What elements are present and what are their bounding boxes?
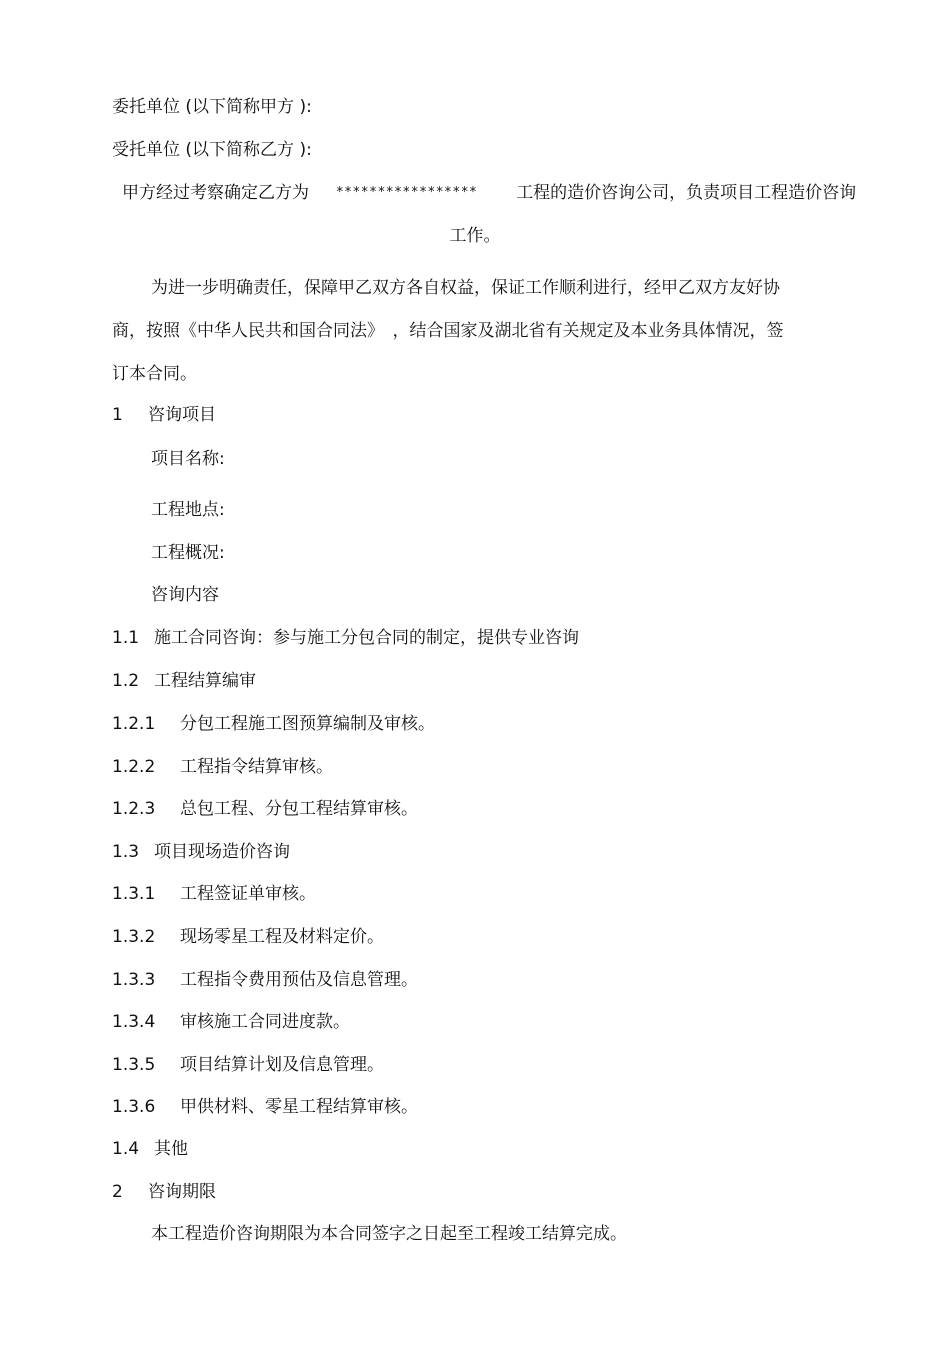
section-2-number: 2 [112, 1182, 123, 1202]
item-1-3-3 [112, 968, 418, 992]
item-1-3-text: 项目现场造价咨询 [154, 842, 290, 862]
section-2-heading [112, 1180, 216, 1204]
item-1-1 [112, 626, 579, 650]
item-1-3-6 [112, 1095, 418, 1119]
item-1-3-5-number: 1.3.5 [112, 1055, 156, 1075]
item-1-3-5-text: 项目结算计划及信息管理。 [180, 1055, 384, 1075]
item-1-2-3-number: 1.2.3 [112, 799, 156, 819]
item-1-2-text: 工程结算编审 [154, 671, 256, 691]
section-1-heading [112, 403, 216, 427]
item-1-2-2 [112, 755, 333, 779]
item-1-2-number: 1.2 [112, 671, 140, 691]
intro-line [122, 181, 856, 205]
purpose-line-1: 为进一步明确责任，保障甲乙双方各自权益，保证工作顺利进行，经甲乙双方友好协 [151, 278, 780, 298]
item-1-2-2-number: 1.2.2 [112, 757, 156, 777]
item-1-2-1-number: 1.2.1 [112, 714, 156, 734]
section-2-title: 咨询期限 [148, 1182, 216, 1202]
section-1-number: 1 [112, 405, 123, 425]
item-1-2-3 [112, 797, 418, 821]
item-1-1-number: 1.1 [112, 628, 140, 648]
purpose-line-3: 订本合同。 [112, 364, 197, 384]
item-1-3-2-text: 现场零星工程及材料定价。 [180, 927, 384, 947]
item-1-3-2 [112, 925, 384, 949]
item-1-3-2-number: 1.3.2 [112, 927, 156, 947]
item-1-4-number: 1.4 [112, 1139, 140, 1159]
item-1-3-4 [112, 1010, 350, 1034]
intro-part1: 甲方经过考察确定乙方为 [122, 183, 309, 203]
item-1-3-4-text: 审核施工合同进度款。 [180, 1012, 350, 1032]
item-1-3-1-text: 工程签证单审核。 [180, 884, 316, 904]
intro-continuation: 工作。 [449, 226, 501, 246]
item-1-3-5 [112, 1053, 384, 1077]
project-placeholder-stars: ***************** [335, 185, 478, 200]
item-1-3-6-text: 甲供材料、零星工程结算审核。 [180, 1097, 418, 1117]
item-1-1-text: 施工合同咨询：参与施工分包合同的制定，提供专业咨询 [154, 628, 579, 648]
item-1-3-4-number: 1.3.4 [112, 1012, 156, 1032]
item-1-4-text: 其他 [154, 1139, 188, 1159]
item-1-2 [112, 669, 256, 693]
project-name-label: 项目名称: [151, 449, 225, 469]
item-1-2-2-text: 工程指令结算审核。 [180, 757, 333, 777]
item-1-4 [112, 1137, 188, 1161]
section-2-body: 本工程造价咨询期限为本合同签字之日起至工程竣工结算完成。 [151, 1224, 627, 1244]
item-1-3-number: 1.3 [112, 842, 140, 862]
purpose-line-2: 商，按照《中华人民共和国合同法》 ，结合国家及湖北省有关规定及本业务具体情况，签 [112, 321, 784, 341]
item-1-2-1 [112, 712, 435, 736]
project-location-label: 工程地点: [151, 500, 225, 520]
item-1-2-1-text: 分包工程施工图预算编制及审核。 [180, 714, 435, 734]
consulting-content-label: 咨询内容 [151, 585, 219, 605]
item-1-2-3-text: 总包工程、分包工程结算审核。 [180, 799, 418, 819]
item-1-3-3-text: 工程指令费用预估及信息管理。 [180, 970, 418, 990]
client-line: 委托单位 (以下简称甲方 ): [112, 97, 312, 117]
item-1-3 [112, 840, 290, 864]
item-1-3-1 [112, 882, 316, 906]
item-1-3-1-number: 1.3.1 [112, 884, 156, 904]
item-1-3-6-number: 1.3.6 [112, 1097, 156, 1117]
contractor-line: 受托单位 (以下简称乙方 ): [112, 140, 312, 160]
section-1-title: 咨询项目 [148, 405, 216, 425]
intro-part2: 工程的造价咨询公司，负责项目工程造价咨询 [516, 183, 857, 203]
item-1-3-3-number: 1.3.3 [112, 970, 156, 990]
project-overview-label: 工程概况: [151, 543, 225, 563]
